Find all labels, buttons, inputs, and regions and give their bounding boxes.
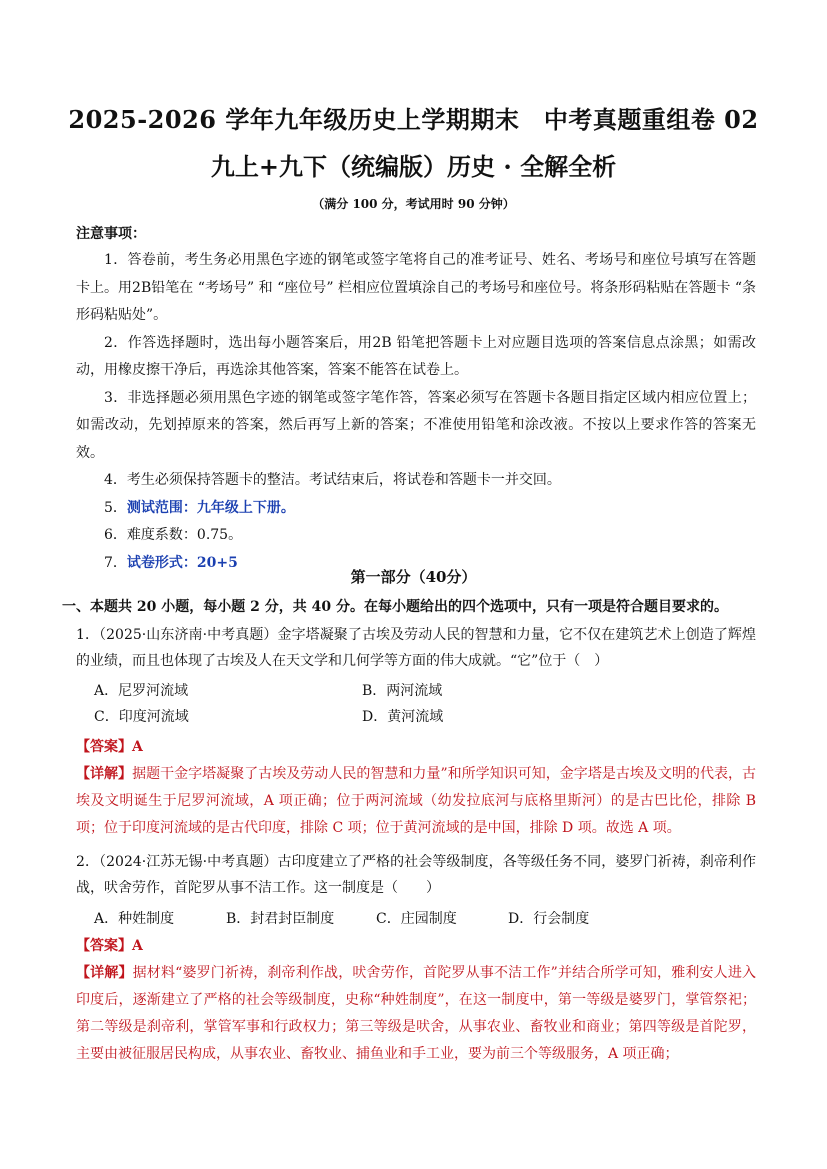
note-item-5-number: 5． xyxy=(104,499,127,516)
question-2-detail xyxy=(76,960,756,1068)
option-b: B．两河流域 xyxy=(362,683,443,699)
document-subtitle-title: 九上+九下（统编版）历史 · 全解全析 xyxy=(210,152,617,181)
note-item-7-number: 7． xyxy=(104,554,127,571)
question-1-answer: 【答案】A xyxy=(76,739,143,755)
question-2-options xyxy=(94,906,754,932)
option-c: C．庄园制度 xyxy=(376,911,457,927)
section-instruction: 一、本题共 20 小题，每小题 2 分，共 40 分。在每小题给出的四个选项中，只有一项是符合题目要求的。 xyxy=(62,599,728,615)
detail-text: 据材料“婆罗门祈祷，刹帝利作战，吠舍劳作，首陀罗从事不洁工作”并结合所学可知，雅利安人进入印度后，逐渐建立了严格的社会等级制度，史称“种姓制度”，在这一制度中，第一等级是婆罗门，掌管祭祀；第二等级是刹帝利，掌管军事和行政权力；第三等级是吠舍，从事农业、畜牧业和商业；第四等级是首陀罗，主要由被征服居民构成，从事农业、畜牧业、捕鱼业和手工业，要为前三个等级服务，A 项正确； xyxy=(76,965,756,1062)
question-2-answer: 【答案】A xyxy=(76,938,143,954)
option-c: C．印度河流域 xyxy=(94,709,189,725)
exam-info: （满分 100 分，考试用时 90 分钟） xyxy=(312,197,515,211)
note-item-6: 6．难度系数：0.75。 xyxy=(104,527,243,543)
note-item-1: 1．答卷前，考生务必用黑色字迹的钢笔或签字笔将自己的准考证号、姓名、考场号和座位号填写在答题卡上。用2B铅笔在 “考场号” 和 “座位号” 栏相应位置填涂自己的考场号和座位号。将条形码粘贴在答题卡 “条形码粘贴处”。 xyxy=(76,252,756,323)
option-b: B．封君封臣制度 xyxy=(226,911,335,927)
options-row xyxy=(94,906,754,932)
question-2-stem: 2．（2024·江苏无锡·中考真题）古印度建立了严格的社会等级制度，各等级任务不同，婆罗门祈祷，刹帝利作战，吠舍劳作，首陀罗从事不洁工作。这一制度是（ ） xyxy=(76,854,756,896)
note-item-7-text: 试卷形式：20+5 xyxy=(126,554,238,571)
notes-heading: 注意事项： xyxy=(76,226,146,242)
detail-tag: 【详解】 xyxy=(76,766,133,782)
option-a: A．尼罗河流域 xyxy=(94,683,189,699)
option-a: A．种姓制度 xyxy=(94,911,175,927)
question-1-detail xyxy=(76,761,756,842)
note-item-3: 3．非选择题必须用黑色字迹的钢笔或签字笔作答，答案必须写在答题卡各题目指定区域内相应位置上；如需改动，先划掉原来的答案，然后再写上新的答案；不准使用铅笔和涂改液。不按以上要求作答的答案无效。 xyxy=(76,389,756,461)
options-row xyxy=(94,704,754,730)
option-d: D．黄河流域 xyxy=(362,709,444,725)
note-item-5 xyxy=(76,495,756,523)
note-item-5-text: 测试范围：九年级上下册。 xyxy=(126,499,295,516)
question-1-options xyxy=(94,678,754,730)
option-d: D．行会制度 xyxy=(508,911,590,927)
note-item-4: 4．考生必须保持答题卡的整洁。考试结束后，将试卷和答题卡一并交回。 xyxy=(104,472,561,488)
detail-text: 据题干金字塔凝聚了古埃及劳动人民的智慧和力量”和所学知识可知，金字塔是古埃及文明的代表，古埃及文明诞生于尼罗河流域，A 项正确；位于两河流域（幼发拉底河与底格里斯河）的是古巴比伦，排除 B 项；位于印度河流域的是古代印度，排除 C 项；位于黄河流域的是中国，排除 D 项。故选 A 项。 xyxy=(76,766,757,836)
note-item-2: 2．作答选择题时，选出每小题答案后，用2B 铅笔把答题卡上对应题目选项的答案信息点涂黑；如需改动，用橡皮擦干净后，再选涂其他答案，答案不能答在试卷上。 xyxy=(76,334,756,378)
document-title: 2025-2026 学年九年级历史上学期期末 中考真题重组卷 02 xyxy=(68,105,759,134)
section-title: 第一部分（40分） xyxy=(350,568,477,586)
notes-list xyxy=(76,247,756,577)
detail-tag: 【详解】 xyxy=(76,965,133,981)
options-row xyxy=(94,678,754,704)
question-1-stem: 1．（2025·山东济南·中考真题）金字塔凝聚了古埃及劳动人民的智慧和力量，它不仅在建筑艺术上创造了辉煌的业绩，而且也体现了古埃及人在天文学和几何学等方面的伟大成就。“它”位于（ ） xyxy=(76,627,756,669)
